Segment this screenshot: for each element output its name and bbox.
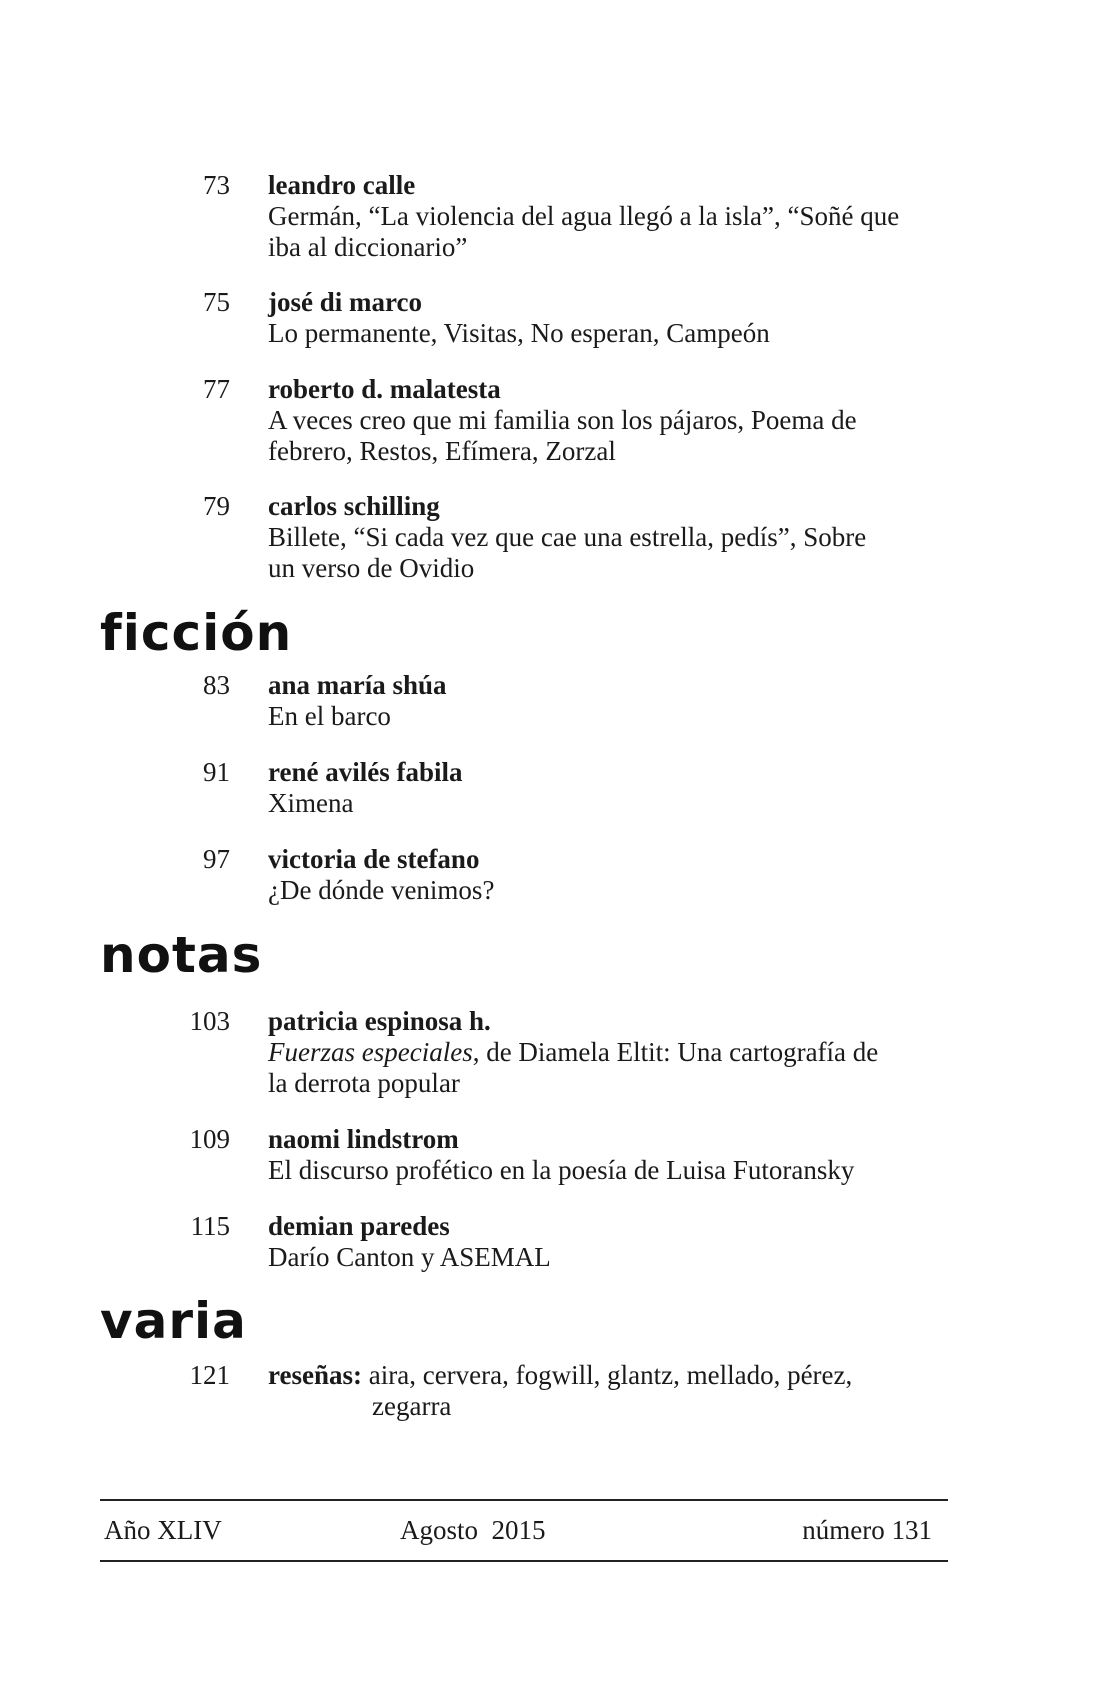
resenas-list: aira, cervera, fogwill, glantz, mellado, pérez, [368, 1360, 853, 1390]
page-number: 97 [203, 844, 230, 874]
work-title: Ximena [268, 788, 354, 818]
footer-bottom-rule [100, 1560, 948, 1562]
section-heading-notas: notas [100, 926, 263, 984]
page-number: 77 [203, 374, 230, 404]
resenas-label: reseñas: [268, 1360, 362, 1390]
author-name: josé di marco [268, 287, 422, 317]
page-number: 121 [189, 1360, 230, 1390]
author-name: patricia espinosa h. [268, 1006, 491, 1036]
work-title: A veces creo que mi familia son los pájaros, Poema de [268, 405, 857, 435]
work-title: El discurso profético en la poesía de Luisa Futoransky [268, 1155, 855, 1185]
author-name: rené avilés fabila [268, 757, 463, 787]
author-name: victoria de stefano [268, 844, 480, 874]
page-number: 79 [203, 491, 230, 521]
page-number: 91 [203, 757, 230, 787]
work-title: Germán, “La violencia del agua llegó a la isla”, “Soñé que [268, 201, 900, 231]
issue-footer [100, 1510, 948, 1550]
work-title: Billete, “Si cada vez que cae una estrella, pedís”, Sobre [268, 522, 867, 552]
work-title: febrero, Restos, Efímera, Zorzal [268, 436, 616, 466]
resenas-list-continued: zegarra [372, 1391, 452, 1421]
work-title [268, 1037, 928, 1068]
footer-issue-number: número 131 [802, 1515, 932, 1545]
footer-date: Agosto 2015 [400, 1515, 546, 1545]
work-title: Darío Canton y ASEMAL [268, 1242, 551, 1272]
author-name: carlos schilling [268, 491, 440, 521]
page-number: 83 [203, 670, 230, 700]
page-number: 115 [190, 1211, 230, 1241]
page-number: 75 [203, 287, 230, 317]
author-name: leandro calle [268, 170, 416, 200]
section-heading-varia: varia [100, 1292, 247, 1350]
work-title-italic: Fuerzas especiales [268, 1037, 473, 1067]
page-number: 73 [203, 170, 230, 200]
section-heading-ficcion: ficción [100, 604, 293, 662]
work-title: iba al diccionario” [268, 232, 468, 262]
work-title: ¿De dónde venimos? [268, 875, 495, 905]
page-number: 109 [189, 1124, 230, 1154]
work-title-rest: , de Diamela Eltit: Una cartografía de [472, 1037, 879, 1067]
author-name: demian paredes [268, 1211, 450, 1241]
work-title: Lo permanente, Visitas, No esperan, Campeón [268, 318, 770, 348]
author-name: ana maría shúa [268, 670, 447, 700]
footer-top-rule [100, 1499, 948, 1501]
work-title: la derrota popular [268, 1068, 460, 1098]
author-name: naomi lindstrom [268, 1124, 459, 1154]
page-number: 103 [189, 1006, 230, 1036]
author-name: roberto d. malatesta [268, 374, 501, 404]
footer-year: Año XLIV [104, 1515, 222, 1545]
work-title: un verso de Ovidio [268, 553, 475, 583]
work-title: En el barco [268, 701, 391, 731]
